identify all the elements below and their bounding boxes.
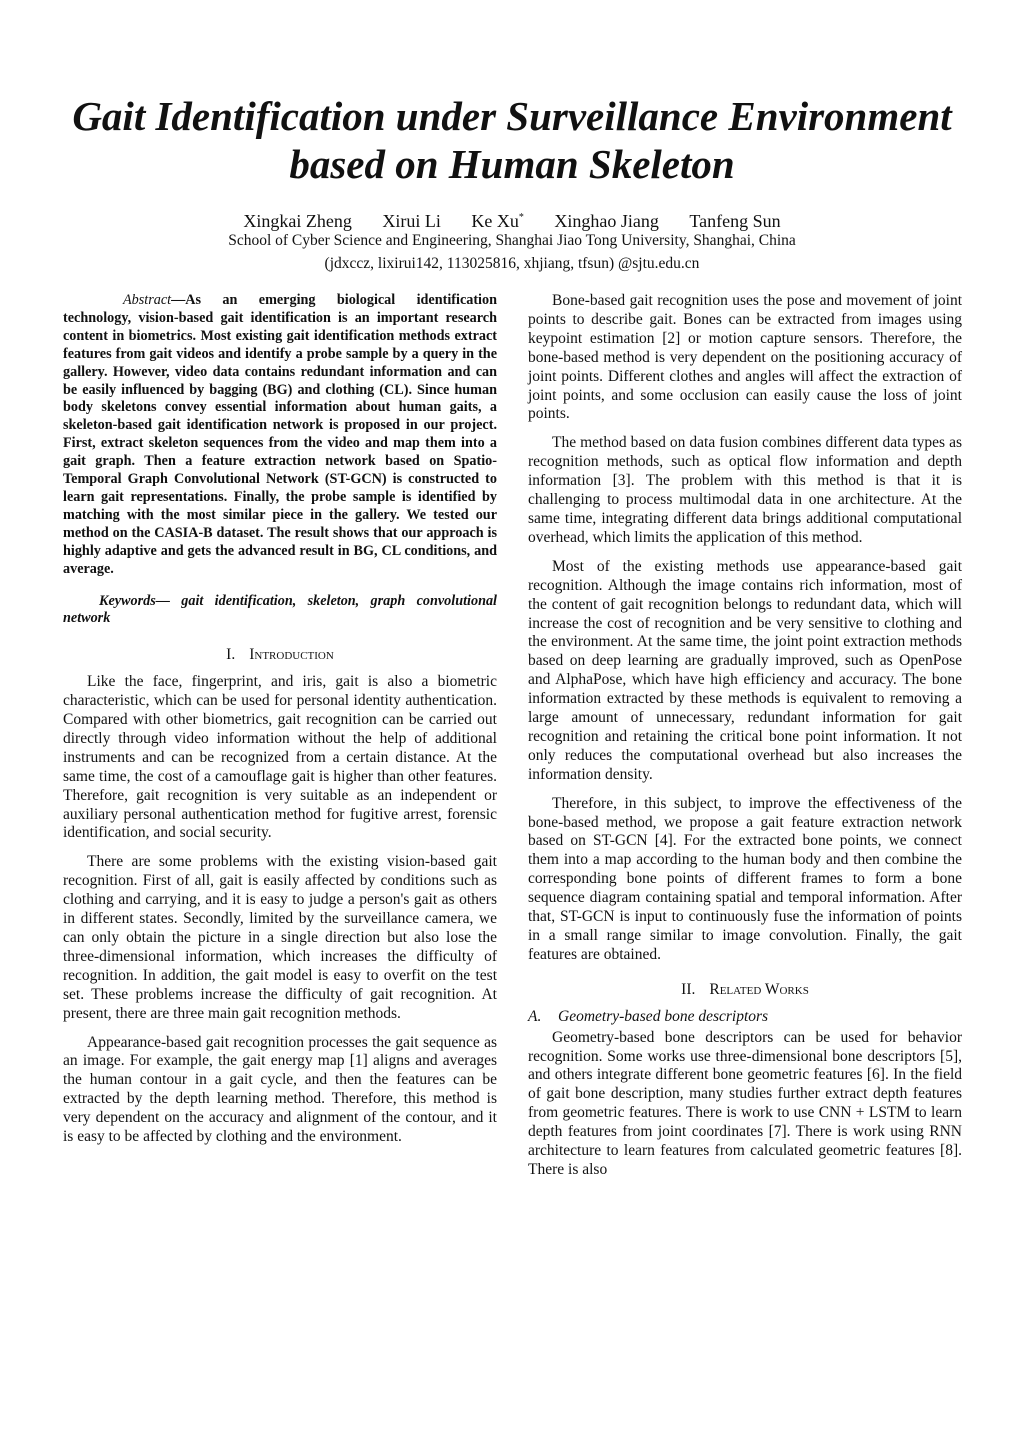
section-heading-introduction (63, 646, 497, 665)
paragraph: Appearance-based gait recognition processes the gait sequence as an image. For example, the gait energy map [1] aligns and averages the human contour in a gait cycle, and then the features can be extracted by the depth learning method. Therefore, this method is very dependent on the accuracy and alignment of the contour, and it is easy to be affected by clothing and the environment. (63, 1033, 497, 1146)
section-number: II. (681, 980, 696, 998)
section-heading-related-works (528, 981, 962, 1000)
author-name: Xingkai Zheng (243, 211, 352, 231)
keywords-text: — gait identification, skeleton, graph convolutional network (63, 592, 497, 627)
subsection-title: Geometry-based bone descriptors (558, 1007, 769, 1025)
section-title: Introduction (249, 646, 334, 664)
author-name: Tanfeng Sun (689, 211, 781, 231)
paragraph: Most of the existing methods use appearance-based gait recognition. Although the image contains rich information, most of the content of gait recognition belongs to redundant data, which will increase the cost of recognition and be very sensitive to clothing and the environment. At the same time, the joint point extraction methods based on deep learning are gradually improved, such as OpenPose and AlphaPose, which have high efficiency and accuracy. The bone information extracted by these methods is equivalent to removing a large amount of unnecessary, redundant information for gait recognition and retaining the critical bone point information. It not only reduces the computational overhead but also increases the information density. (528, 557, 962, 783)
abstract (63, 292, 497, 579)
paragraph: There are some problems with the existing vision-based gait recognition. First of all, gait is easily affected by conditions such as clothing and carrying, and it is easy to judge a person's gait as others in different states. Secondly, limited by the surveillance camera, we can only obtain the picture in a single direction but also lose the three-dimensional information, which increases the difficulty of recognition. In addition, the gait model is easy to overfit on the test set. These problems increase the difficulty of gait recognition. At present, there are three main gait recognition methods. (63, 853, 497, 1022)
keywords-label: Keywords (99, 592, 156, 609)
author-name: Xinghao Jiang (554, 211, 659, 231)
subsection-number: A. (528, 1007, 542, 1025)
paragraph: Bone-based gait recognition uses the pose and movement of joint points to describe gait. Bones can be extracted from images using keypoint estimation [2] or motion capture sensors. Therefore, the bone-based method is very dependent on the positioning accuracy of joint points. Different clothes and angles will affect the extraction of joint points, and some occlusion can easily cause the loss of joint points. (528, 292, 962, 423)
abstract-label: Abstract (123, 292, 172, 308)
paragraph: Therefore, in this subject, to improve the effectiveness of the bone-based method, we propose a gait feature extraction network based on ST-GCN [4]. For the extracted bone points, we connect them into a map according to the human body and then combine the corresponding bone points of different frames to form a bone sequence diagram containing spatial and temporal information. After that, ST-GCN is input to continuously fuse the information of points in a small range similar to image convolution. Finally, the gait features are obtained. (528, 794, 962, 963)
author-name: Ke Xu* (471, 211, 524, 231)
corresponding-author-mark: * (518, 212, 524, 223)
author-name: Xirui Li (382, 211, 441, 231)
author-list (0, 207, 1024, 232)
paper-title: Gait Identification under Surveillance Environment based on Human Skeleton (72, 93, 952, 187)
affiliation: School of Cyber Science and Engineering, Shanghai Jiao Tong University, Shanghai, China (228, 232, 796, 249)
left-column (63, 292, 497, 1157)
abstract-text: —As an emerging biological identification technology, vision-based gait identification is an important research content in biometrics. Most existing gait identification methods extract features from gait videos and identify a probe sample by a query in the gallery. However, video data contains redundant information and can be easily influenced by bagging (BG) and clothing (CL). Since human body skeletons convey essential information about human gaits, a skeleton-based gait identification network is proposed in our project. First, extract skeleton sequences from the video and map them into a gait graph. Then a feature extraction network based on Spatio-Temporal Graph Convolutional Network (ST-GCN) is constructed to learn gait representations. Finally, the probe sample is identified by matching with the most similar piece in the gallery. We tested our method on the CASIA-B dataset. The result shows that our approach is highly adaptive and gets the advanced result in BG, CL conditions, and average. (63, 292, 497, 577)
paragraph: Like the face, fingerprint, and iris, gait is also a biometric characteristic, which can be used for personal identity authentication. Compared with other biometrics, gait recognition can be carried out directly through video information without the help of additional instruments and can be recognized from a certain distance. At the same time, the cost of a camouflage gait is higher than other features. Therefore, gait recognition is very suitable as an independent or auxiliary personal authentication method for fugitive arrest, forensic identification, and social security. (63, 673, 497, 842)
paragraph: The method based on data fusion combines different data types as recognition methods, such as optical flow information and depth information [3]. The problem with this method is that it is challenging to process multimodal data in one architecture. At the same time, integrating different data brings additional computational overhead, which limits the application of this method. (528, 434, 962, 546)
section-number: I. (226, 646, 236, 664)
section-title: Related Works (709, 980, 809, 998)
right-column (528, 292, 962, 1190)
subsection-heading (528, 1008, 962, 1027)
paragraph: Geometry-based bone descriptors can be used for behavior recognition. Some works use three-dimensional bone descriptors [5], and others integrate different bone geometric features [6]. In the field of gait bone description, many studies further extract depth features from geometric features. There is work to use CNN + LSTM to learn depth features from joint coordinates [7]. There is work using RNN architecture to learn features from calculated geometric features [8]. There is also (528, 1028, 962, 1178)
author-emails: (jdxccz, lixirui142, 113025816, xhjiang, tfsun) @sjtu.edu.cn (324, 255, 700, 272)
keywords (63, 593, 497, 629)
